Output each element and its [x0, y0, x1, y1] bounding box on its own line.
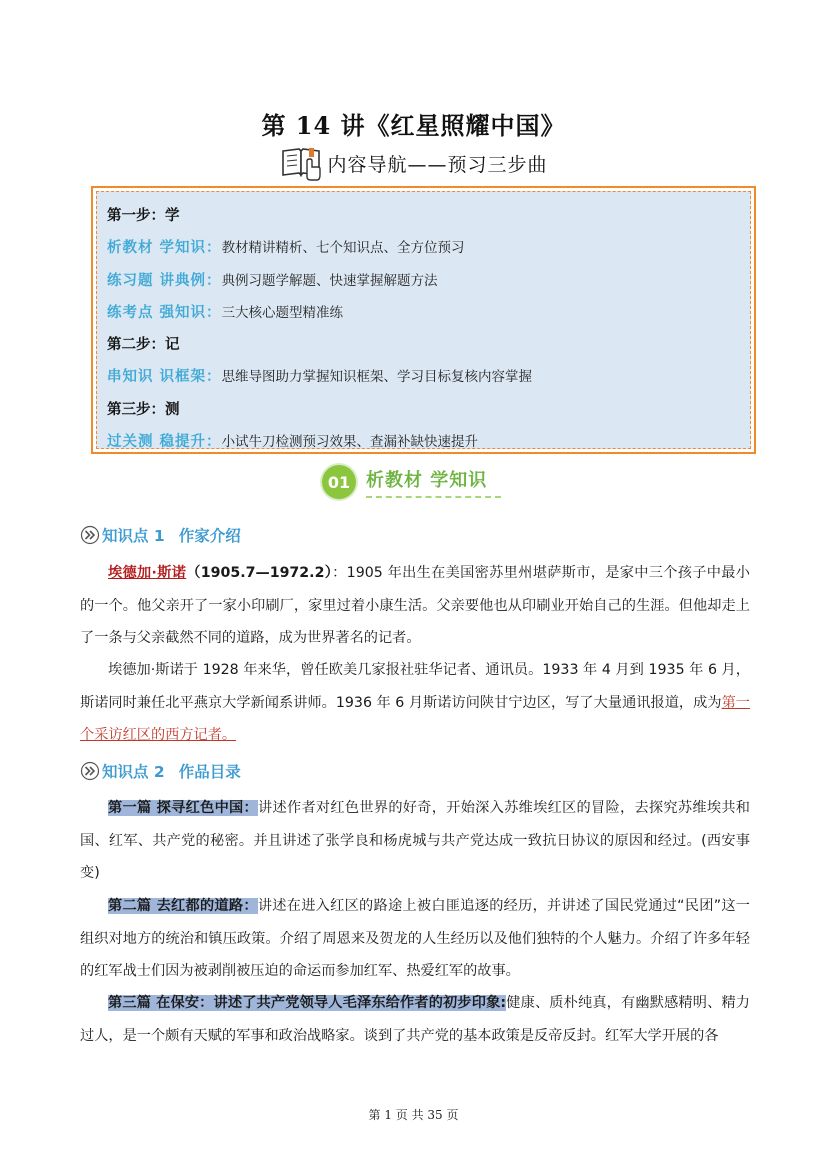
- author-dates: （1905.7—1972.2）: [186, 565, 333, 581]
- knowledge-point-1-title: 作家介绍: [178, 527, 241, 545]
- nav-item-2: [107, 265, 740, 297]
- first-western-reporter-highlight: 第一个采访红区的西方记者。: [80, 694, 750, 743]
- chapter-3-text: 健康、质朴纯真，有幽默感精明、精力过人，是一个颇有天赋的军事和政治战略家。谈到了共产党的基本政策是反帝反封。红军大学开展的各: [80, 995, 750, 1044]
- nav-item-4-desc: 思维导图助力掌握知识框架、学习目标复核内容掌握: [221, 369, 533, 386]
- book-icon: [279, 145, 323, 181]
- author-paragraph-1: [80, 557, 750, 655]
- section-label: 析教材 学知识: [366, 466, 501, 498]
- nav-step-1: [107, 200, 740, 232]
- nav-item-1: [107, 232, 740, 264]
- chapter-2-text: 讲述在进入红区的路途上被白匪追逐的经历，并讲述了国民党通过“民团”这一组织对地方的统治和镇压政策。介绍了周恩来及贺龙的人生经历以及他们独特的个人魅力。介绍了许多年轻的红军战士们因为被剥削被压迫的命运而参加红军、热爱红军的故事。: [80, 898, 750, 979]
- chapter-3-title: 第三篇 在保安：讲述了共产党领导人毛泽东给作者的初步印象:: [108, 995, 507, 1011]
- nav-item-1-desc: 教材精讲精析、七个知识点、全方位预习: [221, 240, 465, 257]
- nav-step-1-label: 第一步：学: [107, 208, 180, 224]
- subtitle-row: [0, 145, 827, 181]
- chapter-1-paragraph: [80, 792, 750, 890]
- nav-step-3-label: 第三步：测: [107, 401, 180, 418]
- section-badge: [322, 464, 501, 500]
- nav-item-3-desc: 三大核心题型精准练: [221, 304, 344, 321]
- knowledge-point-2-heading: [80, 759, 241, 783]
- chapter-1-text: 讲述作者对红色世界的好奇，开始深入苏维埃红区的冒险，去探究苏维埃共和国、红军、共产党的秘密。并且讲述了张学良和杨虎城与共产党达成一致抗日协议的原因和经过。(西安事变): [80, 800, 750, 881]
- knowledge-point-2-title: 作品目录: [178, 763, 241, 781]
- page-footer: 第 1 页 共 35 页: [368, 1108, 459, 1122]
- nav-item-5: [107, 426, 740, 458]
- nav-item-3-key: 练考点 强知识：: [107, 304, 222, 321]
- nav-step-2: [107, 329, 740, 361]
- nav-step-2-label: 第二步：记: [107, 337, 180, 354]
- knowledge-point-1-label: 知识点 1: [102, 527, 165, 545]
- chapter-2-paragraph: [80, 890, 750, 988]
- knowledge-point-2-label: 知识点 2: [102, 763, 165, 781]
- page-title: 第 14 讲《红星照耀中国》: [261, 111, 566, 140]
- knowledge-point-1-heading: [80, 523, 241, 547]
- nav-item-3: [107, 297, 740, 329]
- author-paragraph-1-text: ：1905 年出生在美国密苏里州堪萨斯市，是家中三个孩子中最小的一个。他父亲开了一家小印刷厂，家里过着小康生活。父亲要他也从印刷业开始自己的生涯。但他却走上了一条与父亲截然不同的道路，成为世界著名的记者。: [80, 565, 750, 646]
- nav-item-4-key: 串知识 识框架：: [107, 369, 222, 386]
- chapter-1-title: 第一篇 探寻红色中国：: [108, 800, 259, 816]
- nav-item-1-key: 析教材 学知识：: [107, 240, 222, 257]
- chapter-2-title: 第二篇 去红都的道路：: [108, 898, 258, 914]
- chapter-3-paragraph: [80, 987, 750, 1052]
- nav-item-2-desc: 典例习题学解题、快速掌握解题方法: [221, 272, 438, 289]
- nav-step-3: [107, 394, 740, 426]
- double-chevron-icon: [80, 525, 100, 545]
- author-paragraph-2: [80, 654, 750, 752]
- content-navigation-inner: [96, 191, 751, 449]
- nav-item-5-desc: 小试牛刀检测预习效果、查漏补缺快速提升: [221, 434, 479, 451]
- nav-item-2-key: 练习题 讲典例：: [107, 272, 222, 289]
- content-navigation-box: [91, 186, 756, 454]
- section-number: 01: [322, 465, 356, 499]
- author-paragraph-2-text: 埃德加·斯诺于 1928 年来华，曾任欧美几家报社驻华记者、通讯员。1933 年 4 月到 1935 年 6 月，斯诺同时兼任北平燕京大学新闻系讲师。1936 年 6 月斯诺访问陕甘宁边区，写了大量通讯报道，成为: [80, 662, 750, 711]
- nav-item-5-key: 过关测 稳提升：: [107, 434, 222, 451]
- nav-item-4: [107, 361, 740, 393]
- double-chevron-icon: [80, 761, 100, 781]
- page-subtitle: 内容导航——预习三步曲: [327, 153, 548, 176]
- author-name: 埃德加·斯诺: [108, 565, 187, 581]
